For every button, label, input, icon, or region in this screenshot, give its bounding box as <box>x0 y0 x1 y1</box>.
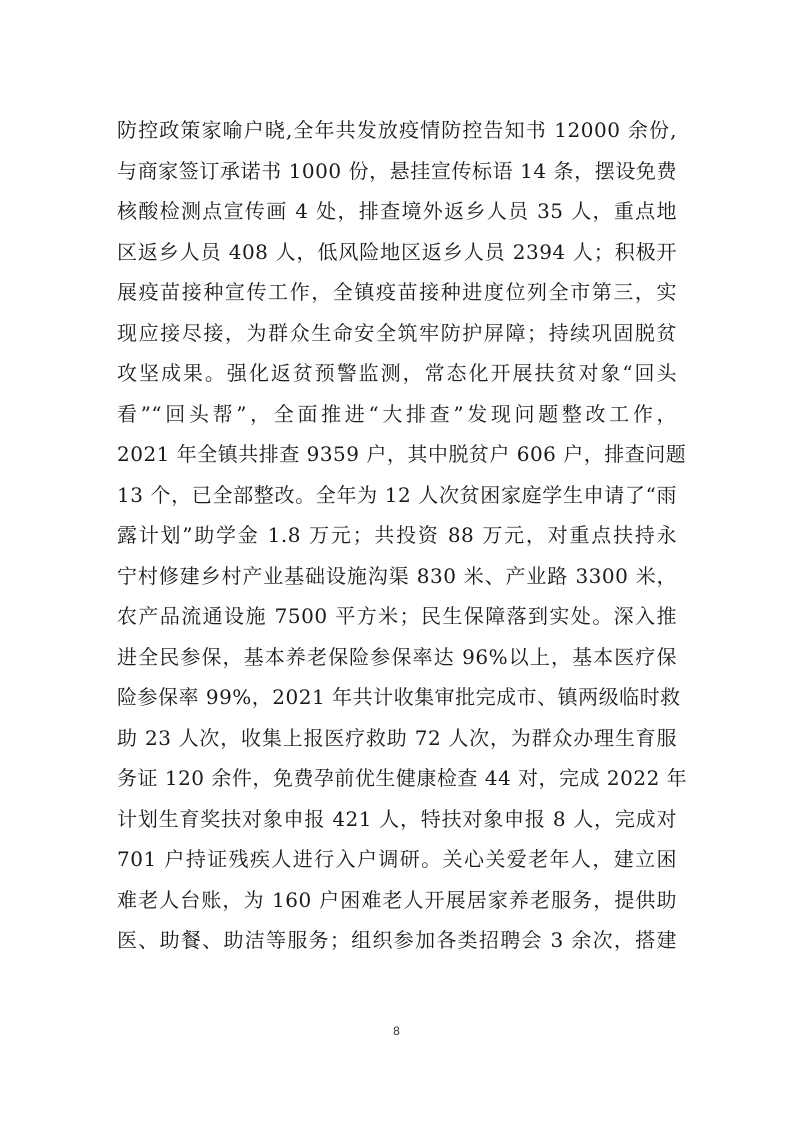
text-line-10: 13 个，已全部整改。全年为 12 人次贫困家庭学生申请了“雨 <box>117 482 677 507</box>
text-line-2: 与商家签订承诺书 1000 份，悬挂宣传标语 14 条，摆设免费 <box>117 158 677 183</box>
text-line-6: 现应接尽接，为群众生命安全筑牢防护屏障；持续巩固脱贫 <box>117 320 677 345</box>
text-line-16: 助 23 人次，收集上报医疗救助 72 人次，为群众办理生育服 <box>117 725 677 750</box>
text-line-12: 宁村修建乡村产业基础设施沟渠 830 米、产业路 3300 米， <box>117 563 677 588</box>
text-line-18: 计划生育奖扶对象申报 421 人，特扶对象申报 8 人，完成对 <box>117 806 677 831</box>
text-line-21: 医、助餐、助洁等服务；组织参加各类招聘会 3 余次，搭建 <box>117 928 677 952</box>
text-line-9: 2021 年全镇共排查 9359 户，其中脱贫户 606 户，排查问题 <box>117 442 687 466</box>
text-line-13: 农产品流通设施 7500 平方米；民生保障落到实处。深入推 <box>117 604 677 628</box>
text-line-5: 展疫苗接种宣传工作，全镇疫苗接种进度位列全市第三，实 <box>117 280 677 304</box>
text-line-17: 务证 120 余件，免费孕前优生健康检查 44 对，完成 2022 年 <box>117 766 688 790</box>
body-text <box>117 110 688 961</box>
text-line-14: 进全民参保，基本养老保险参保率达 96%以上，基本医疗保 <box>117 644 677 669</box>
text-line-1: 防控政策家喻户晓,全年共发放疫情防控告知书 12000 余份, <box>117 118 677 142</box>
text-line-15: 险参保率 99%，2021 年共计收集审批完成市、镇两级临时救 <box>117 685 681 709</box>
text-line-8: 看”“回头帮”，全面推进“大排查”发现问题整改工作， <box>117 401 677 426</box>
text-line-19: 701 户持证残疾人进行入户调研。关心关爱老年人，建立困 <box>117 847 677 871</box>
page-number: 8 <box>393 1024 400 1038</box>
text-line-7: 攻坚成果。强化返贫预警监测，常态化开展扶贫对象“回头 <box>117 361 677 385</box>
text-line-3: 核酸检测点宣传画 4 处，排查境外返乡人员 35 人，重点地 <box>117 199 677 223</box>
text-line-4: 区返乡人员 408 人，低风险地区返乡人员 2394 人；积极开 <box>117 239 677 264</box>
text-line-20: 难老人台账，为 160 户困难老人开展居家养老服务，提供助 <box>117 887 677 912</box>
text-line-11: 露计划”助学金 1.8 万元；共投资 88 万元，对重点扶持永 <box>117 523 677 547</box>
